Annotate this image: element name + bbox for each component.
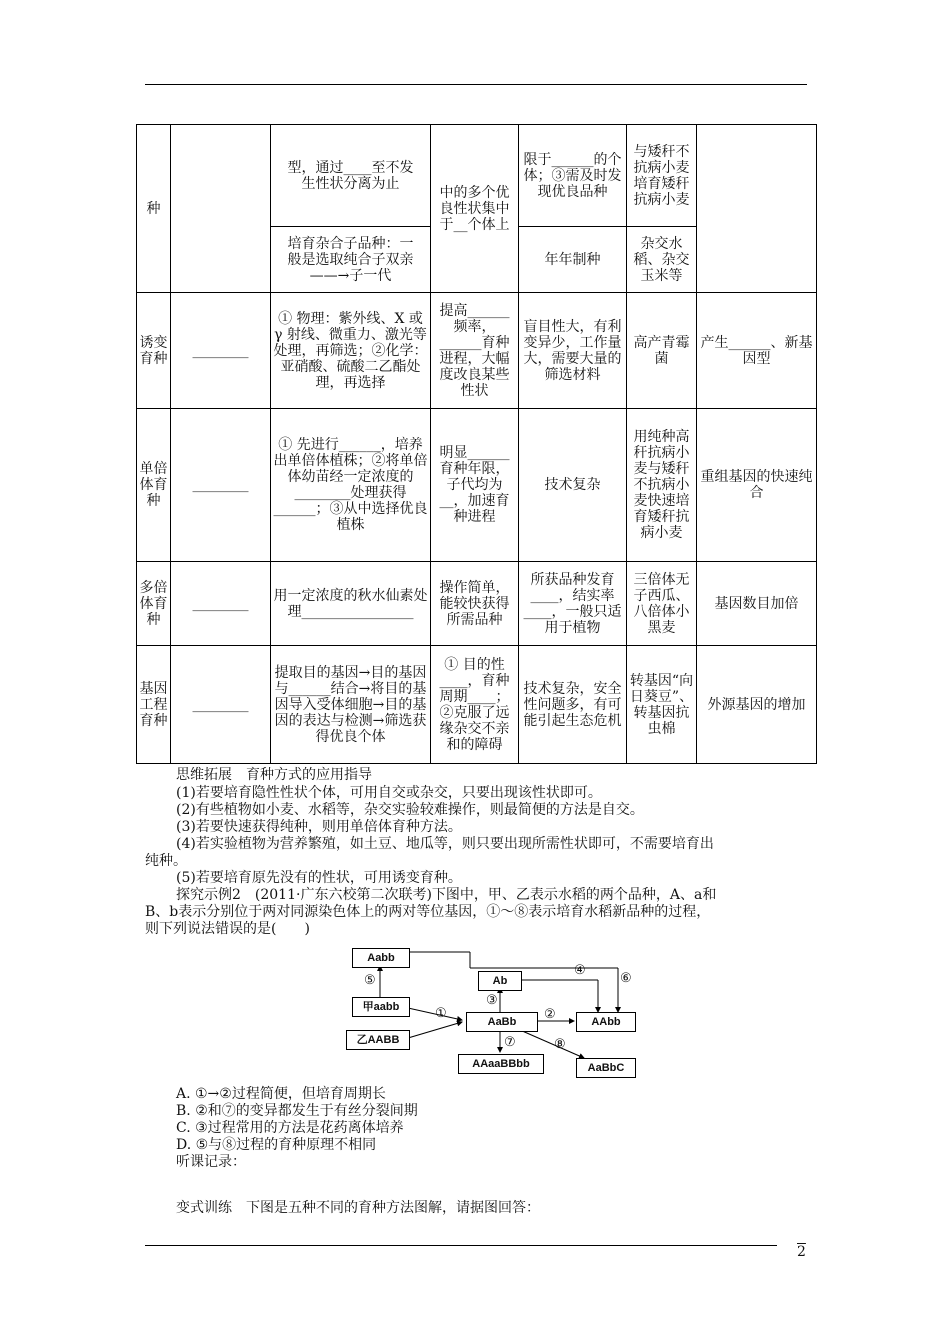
example-line-1: 探究示例2 (2011·广东六校第二次联考)下图中，甲、乙表示水稻的两个品种，A、a和 [176,887,717,903]
disadvantage-mutation: 盲目性大，有利变异少，工作量大，需要大量的筛选材料 [519,293,627,409]
tip-1: (1)若要培育隐性性状个体，可用自交或杂交，只要出现该性状即可。 [176,785,602,801]
tip-4a: (4)若实验植物为营养繁殖，如土豆、地瓜等，则只要出现所需性状即可，不需要培育出 [176,836,714,852]
method-haploid: ________ [171,409,271,562]
variant-training: 变式训练 下图是五种不同的育种方法图解，请据图回答： [176,1200,540,1216]
row-name-polyploid: 多倍体育种 [137,562,171,646]
method-polyploid: ________ [171,562,271,646]
advantage-haploid: 明显______育种年限，子代均为__，加速育种进程 [431,409,519,562]
option-b: B. ②和⑦的变异都发生于有丝分裂间期 [176,1103,418,1119]
operation-polyploid: 用一定浓度的秋水仙素处理________________ [271,562,431,646]
label-2: ② [544,1007,556,1022]
disadvantage-genetic: 技术复杂，安全性问题多，有可能引起生态危机 [519,646,627,764]
example-line-3: 则下列说法错误的是( ) [145,921,310,937]
disadvantage-hybrid-b: 年年制种 [519,227,627,293]
option-d: D. ⑤与⑧过程的育种原理不相同 [176,1137,377,1153]
advantage-polyploid: 操作简单，能较快获得所需品种 [431,562,519,646]
operation-hybrid-b: 培育杂合子品种：一般是选取纯合子双亲——→子一代 [271,227,431,293]
label-8: ⑧ [554,1037,566,1052]
label-6: ⑥ [620,971,632,986]
tip-3: (3)若要快速获得纯种，则用单倍体育种方法。 [176,819,462,835]
option-c: C. ③过程常用的方法是花药离体培养 [176,1120,404,1136]
essence-mutation: 产生______、新基因型 [697,293,817,409]
row-name-hybrid: 种 [137,125,171,293]
example-polyploid: 三倍体无子西瓜、八倍体小黑麦 [627,562,697,646]
label-5: ⑤ [364,973,376,988]
option-a: A. ①→②过程简便，但培育周期长 [176,1086,386,1102]
row-name-mutation: 诱变育种 [137,293,171,409]
breeding-diagram [340,944,640,1084]
essence-polyploid: 基因数目加倍 [697,562,817,646]
box-aabb-mid: AaBb [466,1012,538,1032]
method-cell-hybrid [171,125,271,293]
example-hybrid-a: 与矮秆不抗病小麦培育矮秆抗病小麦 [627,125,697,227]
tip-2: (2)有些植物如小麦、水稻等，杂交实验较难操作，则最简便的方法是自交。 [176,802,644,818]
tip-5: (5)若要培育原先没有的性状，可用诱变育种。 [176,870,462,886]
method-genetic: ________ [171,646,271,764]
label-1: ① [435,1006,447,1021]
advantage-hybrid: 中的多个优良性状集中于__个体上 [431,125,519,293]
operation-genetic: 提取目的基因→目的基因与______结合→将目的基因导入受体细胞→目的基因的表达与检测→筛选获得优良个体 [271,646,431,764]
box-aabb-top: Aabb [352,948,410,968]
breeding-table [136,124,817,764]
example-hybrid-b: 杂交水稻、杂交玉米等 [627,227,697,293]
notes-label: 听课记录： [176,1154,246,1170]
advantage-genetic: ① 目的性____，育种周期____；②克服了远缘杂交不亲和的障碍 [431,646,519,764]
disadvantage-haploid: 技术复杂 [519,409,627,562]
example-genetic: 转基因“向日葵豆”、转基因抗虫棉 [627,646,697,764]
row-name-genetic: 基因工程育种 [137,646,171,764]
expand-title: 思维拓展 育种方式的应用指导 [176,767,372,783]
footer-rule [145,1245,777,1246]
disadvantage-hybrid-a: 限于______的个体；③需及时发现优良品种 [519,125,627,227]
page-number: 2 [797,1244,806,1260]
operation-haploid: ① 先进行______，培养出单倍体植株；②将单倍体幼苗经一定浓度的________处理获得______；③从中选择优良植株 [271,409,431,562]
header-rule [145,84,807,85]
label-3: ③ [486,993,498,1008]
box-aabb-right: AAbb [576,1012,636,1032]
label-7: ⑦ [504,1035,516,1050]
box-yi: 乙AABB [346,1030,410,1050]
tip-4b: 纯种。 [145,853,187,869]
essence-hybrid [697,125,817,293]
operation-hybrid-a: 型，通过____至不发生性状分离为止 [271,125,431,227]
example-haploid: 用纯种高秆抗病小麦与矮秆不抗病小麦快速培育矮秆抗病小麦 [627,409,697,562]
disadvantage-polyploid: 所获品种发育____，结实率____，一般只适用于植物 [519,562,627,646]
advantage-mutation: 提高______频率，______育种进程，大幅度改良某些性状 [431,293,519,409]
example-mutation: 高产青霉菌 [627,293,697,409]
box-ab: Ab [478,971,522,991]
row-name-haploid: 单倍体育种 [137,409,171,562]
operation-mutation: ① 物理：紫外线、X 或 γ 射线、微重力、激光等处理，再筛选；②化学：亚硝酸、硫酸二乙酯处理，再选择 [271,293,431,409]
example-line-2: B、b表示分别位于两对同源染色体上的两对等位基因，①～⑧表示培育水稻新品种的过程， [145,904,711,920]
essence-haploid: 重组基因的快速纯合 [697,409,817,562]
label-4: ④ [574,963,586,978]
box-aabbc: AaBbC [576,1058,636,1078]
box-aaaabbbb: AAaaBBbb [458,1054,544,1074]
method-mutation: ________ [171,293,271,409]
essence-genetic: 外源基因的增加 [697,646,817,764]
box-jia: 甲aabb [352,997,410,1017]
